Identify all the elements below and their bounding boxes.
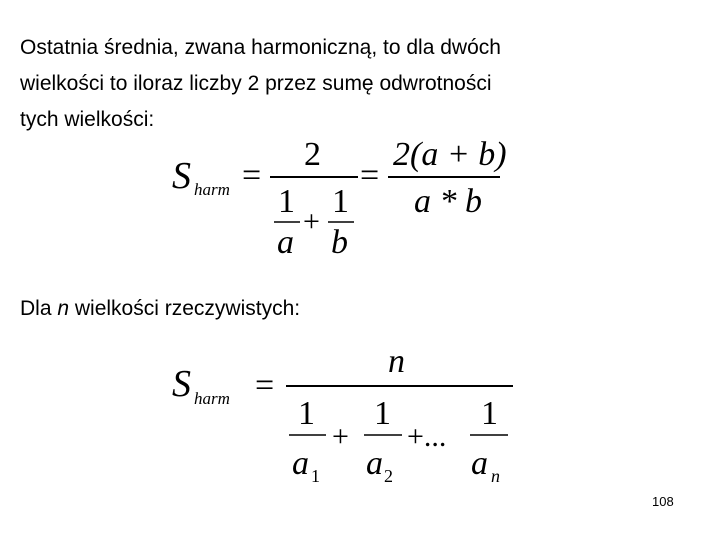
formula1-term2-numerator: 1 (332, 183, 349, 220)
n-case-prefix: Dla (20, 297, 58, 320)
formula2-equals: = (255, 367, 275, 404)
formula1-equals-1: = (242, 157, 262, 194)
intro-line-3: tych wielkości: (20, 108, 155, 131)
harmonic-mean-n-formula (172, 343, 513, 486)
formula1-term2-denominator: b (331, 224, 348, 261)
harmonic-mean-two-formula (172, 136, 507, 261)
formula2-lhs-subscript: harm (194, 389, 230, 408)
formula2-term1-denominator: a (292, 445, 309, 482)
n-case-paragraph (20, 294, 300, 324)
formula2-term2-subscript: 2 (384, 466, 393, 486)
formula2-numerator: n (388, 343, 405, 380)
formula1-term1-denominator: a (277, 224, 294, 261)
formula2-term2-numerator: 1 (374, 395, 391, 432)
formula1-term1-numerator: 1 (278, 183, 295, 220)
intro-line-1: Ostatnia średnia, zwana harmoniczną, to dla dwóch (20, 36, 501, 59)
formula1-lhs-symbol: S (172, 155, 191, 197)
formula1-plus: + (303, 205, 320, 238)
formula2-ellipsis: +... (407, 420, 447, 453)
intro-line-2: wielkości to iloraz liczby 2 przez sumę odwrotności (20, 72, 492, 95)
formula2-term3-numerator: 1 (481, 395, 498, 432)
page-number: 108 (652, 494, 674, 509)
n-case-suffix: wielkości rzeczywistych: (69, 297, 301, 320)
formula2-term1-subscript: 1 (311, 466, 320, 486)
formula1-lhs-subscript: harm (194, 180, 230, 199)
formula1-numerator: 2 (304, 136, 321, 173)
formula2-term3-subscript: n (491, 466, 500, 486)
formula1-equals-2: = (360, 157, 380, 194)
formula2-term2-denominator: a (366, 445, 383, 482)
formula1-result-denominator: a * b (414, 183, 482, 220)
n-case-variable: n (57, 297, 70, 320)
formula2-term3-denominator: a (471, 445, 488, 482)
formula1-result-numerator: 2(a + b) (393, 136, 507, 173)
formula2-term1-numerator: 1 (298, 395, 315, 432)
formula2-lhs-symbol: S (172, 363, 191, 405)
formula2-plus: + (332, 420, 349, 453)
